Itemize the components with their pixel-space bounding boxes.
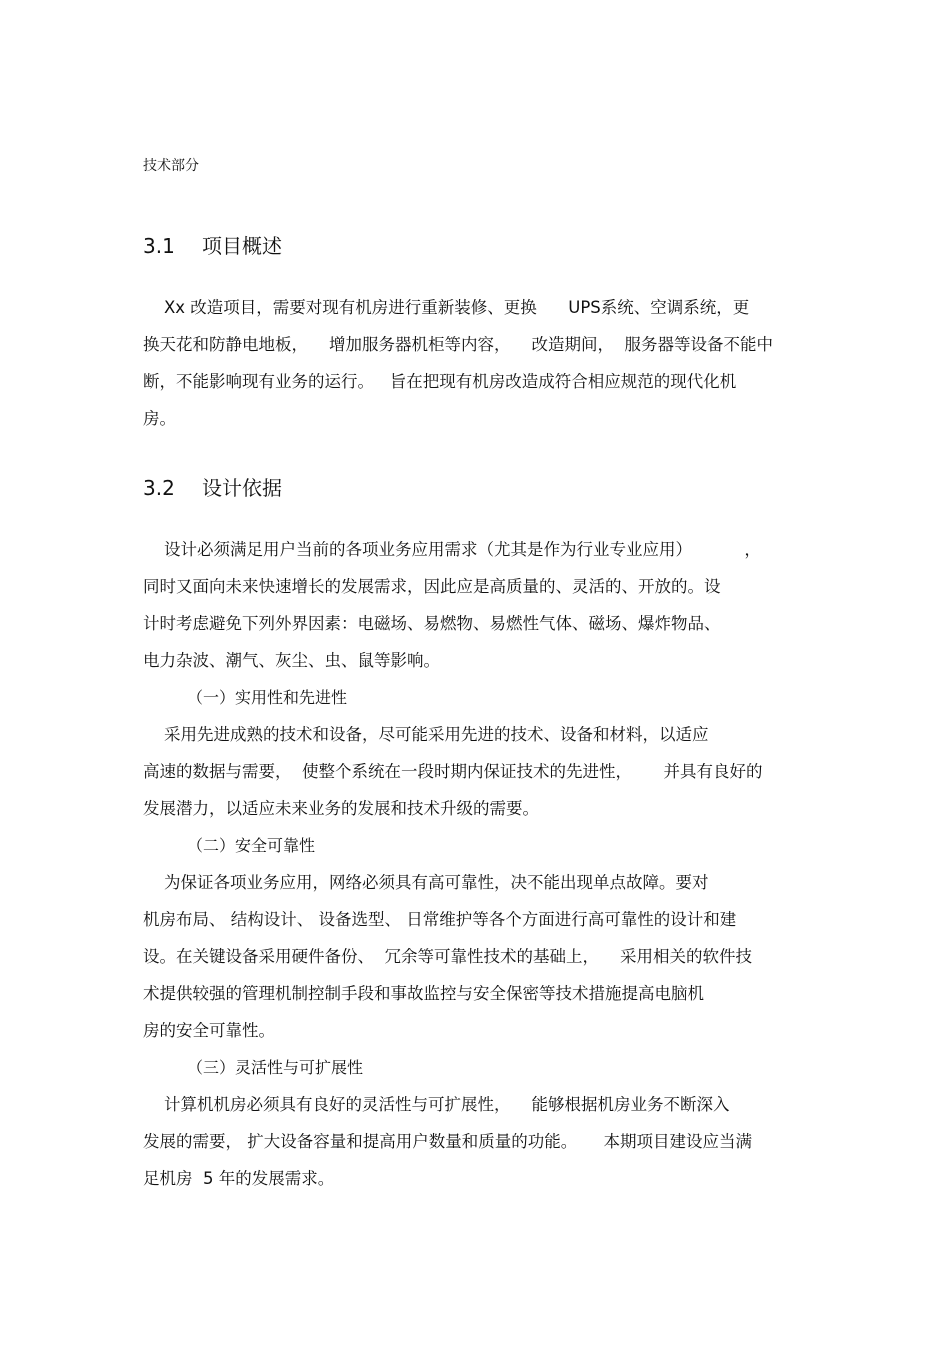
paragraph-line: 断，不能影响现有业务的运行。 旨在把现有机房改造成符合相应规范的现代化机 xyxy=(143,372,737,391)
heading-3-2 xyxy=(143,474,282,502)
heading-number: 3.1 xyxy=(143,234,175,258)
paragraph-line: 为保证各项业务应用，网络必须具有高可靠性，决不能出现单点故障。要对 xyxy=(143,873,709,892)
paragraph-line: 采用先进成熟的技术和设备，尽可能采用先进的技术、设备和材料，以适应 xyxy=(143,725,709,744)
paragraph-line: 房的安全可靠性。 xyxy=(143,1021,275,1040)
paragraph-line: 机房布局、 结构设计、 设备选型、 日常维护等各个方面进行高可靠性的设计和建 xyxy=(143,910,737,929)
paragraph-line: 计算机机房必须具有良好的灵活性与可扩展性， 能够根据机房业务不断深入 xyxy=(143,1095,730,1114)
paragraph-line: 术提供较强的管理机制控制手段和事故监控与安全保密等技术措施提高电脑机 xyxy=(143,984,704,1003)
paragraph-line: 高速的数据与需要， 使整个系统在一段时期内保证技术的先进性， 并具有良好的 xyxy=(143,762,763,781)
heading-3-1 xyxy=(143,232,282,260)
heading-title: 设计依据 xyxy=(202,476,282,500)
paragraph-line: 电力杂波、潮气、灰尘、虫、鼠等影响。 xyxy=(143,651,440,670)
section-label: 技术部分 xyxy=(143,158,199,174)
paragraph-line: Xx 改造项目，需要对现有机房进行重新装修、更换 UPS系统、空调系统，更 xyxy=(143,298,750,317)
paragraph-line: 发展的需要， 扩大设备容量和提高用户数量和质量的功能。 本期项目建设应当满 xyxy=(143,1132,752,1151)
paragraph-line: 足机房 5 年的发展需求。 xyxy=(143,1169,335,1188)
heading-title: 项目概述 xyxy=(202,234,282,258)
paragraph-line: 设计必须满足用户当前的各项业务应用需求（尤其是作为行业专业应用） ， xyxy=(143,540,761,559)
heading-number: 3.2 xyxy=(143,476,175,500)
subheading-practicality: （一）实用性和先进性 xyxy=(187,688,348,707)
subheading-reliability: （二）安全可靠性 xyxy=(187,836,316,855)
paragraph-line: 换天花和防静电地板， 增加服务器机柜等内容， 改造期间， 服务器等设备不能中 xyxy=(143,335,773,354)
paragraph-line: 房。 xyxy=(143,409,176,428)
paragraph-line: 发展潜力，以适应未来业务的发展和技术升级的需要。 xyxy=(143,799,539,818)
subheading-flexibility: （三）灵活性与可扩展性 xyxy=(187,1058,364,1077)
paragraph-line: 同时又面向未来快速增长的发展需求，因此应是高质量的、灵活的、开放的。设 xyxy=(143,577,721,596)
paragraph-line: 设。在关键设备采用硬件备份、 冗余等可靠性技术的基础上， 采用相关的软件技 xyxy=(143,947,752,966)
paragraph-line: 计时考虑避免下列外界因素：电磁场、易燃物、易燃性气体、磁场、爆炸物品、 xyxy=(143,614,721,633)
